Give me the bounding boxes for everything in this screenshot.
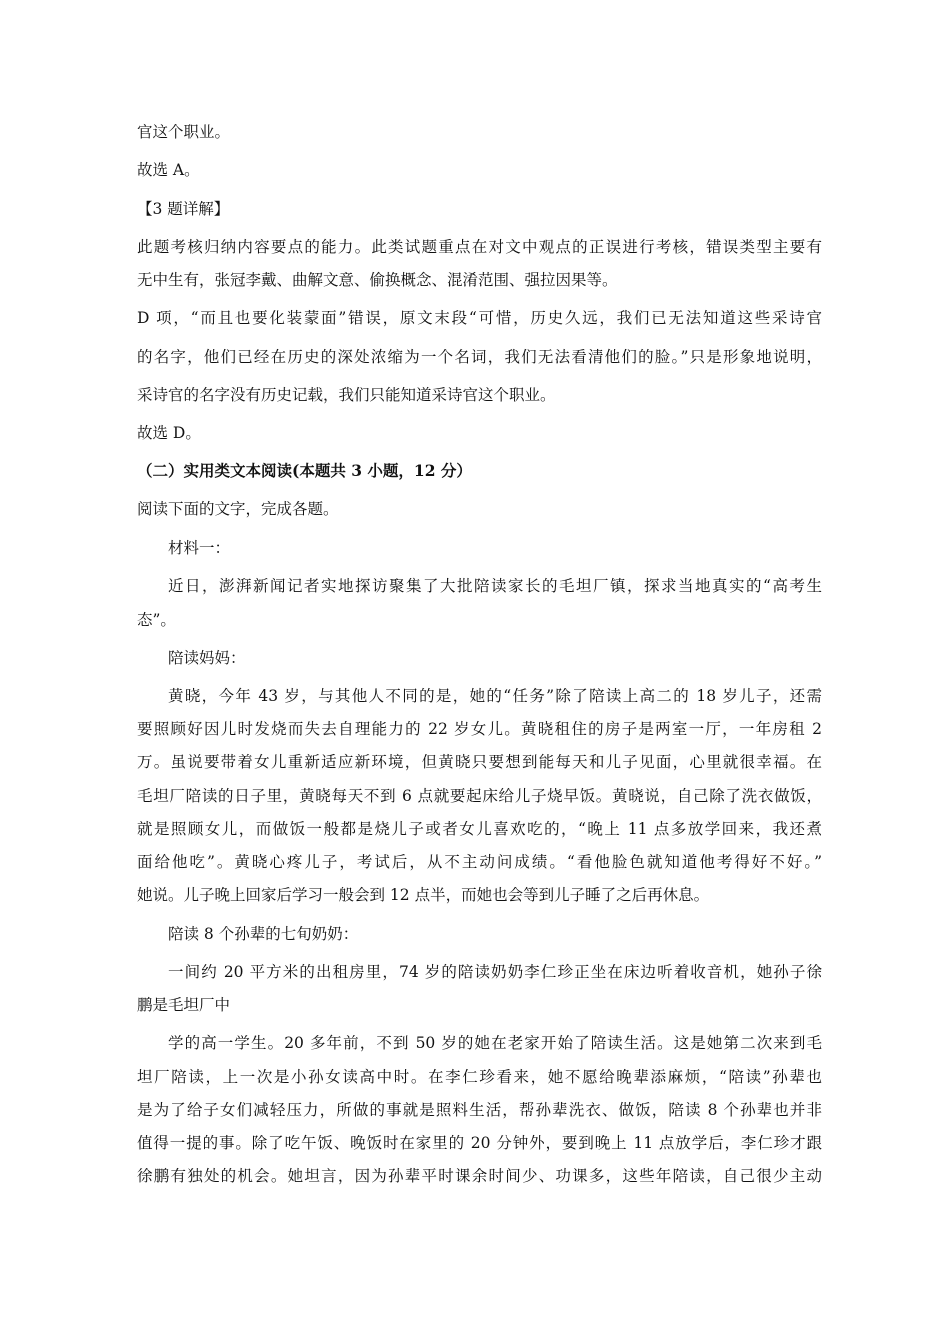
text-line: 此题考核归纳内容要点的能力。此类试题重点在对文中观点的正误进行考核，错误类型主要有 [137,238,822,256]
text-line: 采诗官的名字没有历史记载，我们只能知道采诗官这个职业。 [137,386,556,404]
text-line: 无中生有，张冠李戴、曲解文意、偷换概念、混淆范围、强拉因果等。 [137,271,618,289]
text-line: 的名字，他们已经在历史的深处浓缩为一个名词，我们无法看清他们的脸。”只是形象地说明， [137,348,822,366]
subheading: 陪读 8 个孙辈的七旬奶奶： [168,925,359,943]
text-line: 就是照顾女儿，而做饭一般都是烧儿子或者女儿喜欢吃的，“晚上 11 点多放学回来，我还煮 [137,820,822,838]
text-line: 黄晓，今年 43 岁，与其他人不同的是，她的“任务”除了陪读上高二的 18 岁儿子，还需 [168,687,822,705]
text-line: 近日，澎湃新闻记者实地探访聚集了大批陪读家长的毛坦厂镇，探求当地真实的“高考生 [168,577,822,595]
text-line: 值得一提的事。除了吃午饭、晚饭时在家里的 20 分钟外，要到晚上 11 点放学后，李仁珍才跟 [137,1134,822,1152]
instruction-text: 阅读下面的文字，完成各题。 [137,500,339,518]
text-line: 万。虽说要带着女儿重新适应新环境，但黄晓只要想到能每天和儿子见面，心里就很幸福。在 [137,753,822,771]
text-line: 鹏是毛坦厂中 [137,996,231,1014]
section-heading: 【3 题详解】 [137,200,230,218]
text-line: 官这个职业。 [137,123,231,141]
text-line: 面给他吃”。黄晓心疼儿子，考试后，从不主动问成绩。“看他脸色就知道他考得好不好。” [137,853,822,871]
text-line: 态”。 [137,611,176,629]
section-title: （二）实用类文本阅读(本题共 3 小题，12 分） [137,461,472,480]
material-label: 材料一： [168,539,231,557]
text-line: 徐鹏有独处的机会。她坦言，因为孙辈平时课余时间少、功课多，这些年陪读，自己很少主动 [137,1167,822,1185]
text-line: 一间约 20 平方米的出租房里，74 岁的陪读奶奶李仁珍正坐在床边听着收音机，她孙子徐 [168,963,822,981]
text-line: 是为了给子女们减轻压力，所做的事就是照料生活，帮孙辈洗衣、做饭，陪读 8 个孙辈也并非 [137,1101,822,1119]
text-line: 学的高一学生。20 多年前，不到 50 岁的她在老家开始了陪读生活。这是她第二次来到毛 [168,1034,822,1052]
text-line: 坦厂陪读，上一次是小孙女读高中时。在李仁珍看来，她不愿给晚辈添麻烦，“陪读”孙辈也 [137,1068,822,1086]
text-line: 她说。儿子晚上回家后学习一般会到 12 点半，而她也会等到儿子睡了之后再休息。 [137,886,710,904]
text-line: 要照顾好因儿时发烧而失去自理能力的 22 岁女儿。黄晓租住的房子是两室一厅，一年房租 2 [137,720,822,738]
text-line: 故选 A。 [137,161,200,179]
text-line: 故选 D。 [137,424,201,442]
subheading: 陪读妈妈： [168,649,246,667]
text-line: 毛坦厂陪读的日子里，黄晓每天不到 6 点就要起床给儿子烧早饭。黄晓说，自己除了洗衣做饭， [137,787,822,805]
text-line: D 项，“而且也要化装蒙面”错误，原文末段“可惜，历史久远，我们已无法知道这些采诗官 [137,309,822,327]
